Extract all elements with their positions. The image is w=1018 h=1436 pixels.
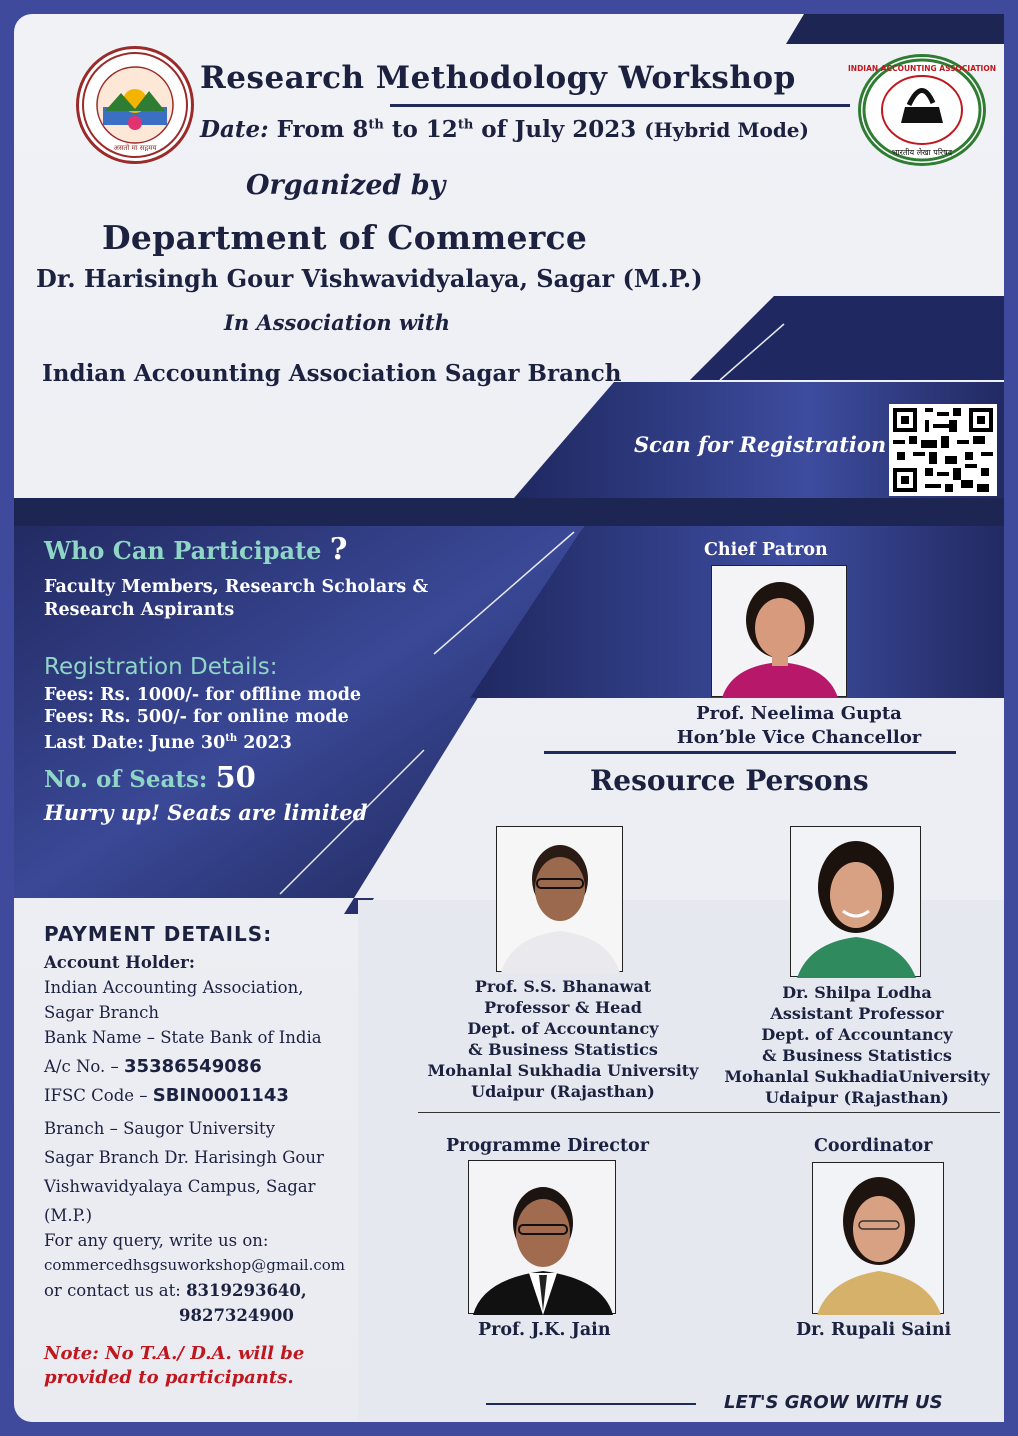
- number-of-seats: No. of Seats: 50: [44, 760, 256, 794]
- account-holder: Indian Accounting Association,: [44, 978, 304, 997]
- fee-offline: Fees: Rs. 1000/- for offline mode: [44, 685, 362, 705]
- resource-person-1-line: & Business Statistics: [468, 1040, 658, 1059]
- payment-details: [44, 950, 364, 1328]
- branch: (M.P.): [44, 1206, 93, 1225]
- workshop-poster: [14, 14, 1004, 1422]
- svg-text:असतो मा सद्गमय: असतो मा सद्गमय: [113, 144, 157, 152]
- resource-person-2-photo: [790, 826, 921, 977]
- iaa-logo: [847, 54, 997, 166]
- programme-director-photo: [468, 1160, 616, 1314]
- resource-person-2-name: Dr. Shilpa Lodha: [782, 983, 932, 1002]
- scan-for-registration: Scan for Registration: [634, 432, 887, 457]
- resource-person-2-line: Mohanlal SukhadiaUniversity: [724, 1067, 990, 1086]
- resource-person-1-line: Dept. of Accountancy: [467, 1019, 659, 1038]
- registration-fees: [44, 684, 361, 754]
- programme-director-name: Prof. J.K. Jain: [478, 1320, 611, 1340]
- association-name: Indian Accounting Association Sagar Branch: [42, 360, 622, 387]
- ifsc-code: IFSC Code – SBIN0001143: [44, 1085, 289, 1106]
- hurry-text: Hurry up! Seats are limited: [44, 800, 368, 825]
- resource-person-1-line: Mohanlal Sukhadia University: [427, 1061, 699, 1080]
- chief-patron-label: Chief Patron: [704, 540, 828, 560]
- resource-person-2-details: [720, 982, 994, 1108]
- chief-patron-photo: [711, 565, 847, 697]
- university-name: Dr. Harisingh Gour Vishwavidyalaya, Sagar (M.P.): [36, 264, 703, 293]
- registration-heading: Registration Details:: [44, 654, 278, 680]
- svg-text:INDIAN ACCOUNTING ASSOCIATION: INDIAN ACCOUNTING ASSOCIATION: [847, 64, 997, 73]
- title-underline: [390, 104, 850, 107]
- registration-qr-code[interactable]: [889, 404, 997, 496]
- divider: [544, 751, 956, 754]
- footer-slogan: LET'S GROW WITH US: [724, 1392, 943, 1413]
- account-holder-label: Account Holder:: [44, 953, 195, 972]
- resource-person-2-line: Assistant Professor: [770, 1004, 944, 1023]
- resource-persons-heading: Resource Persons: [590, 764, 869, 797]
- workshop-title: Research Methodology Workshop: [200, 60, 796, 96]
- resource-person-2-line: Dept. of Accountancy: [761, 1025, 953, 1044]
- account-number: A/c No. – 35386549086: [44, 1056, 262, 1077]
- contact-phone: or contact us at: 8319293640,: [44, 1281, 307, 1300]
- association-label: In Association with: [224, 310, 451, 335]
- footer-rule: [486, 1403, 696, 1405]
- ta-da-note: Note: No T.A./ D.A. will be provided to participants.: [44, 1343, 305, 1388]
- chief-patron-title: Hon’ble Vice Chancellor: [676, 727, 922, 748]
- branch: Branch – Saugor University: [44, 1119, 275, 1138]
- chief-patron-details: [634, 702, 964, 750]
- resource-person-1-photo: [496, 826, 623, 972]
- resource-person-1-line: Udaipur (Rajasthan): [471, 1082, 655, 1101]
- svg-text:भारतीय लेखा परिषद: भारतीय लेखा परिषद: [891, 148, 953, 157]
- university-seal-logo: [76, 46, 194, 164]
- workshop-date: Date: From 8th to 12th of July 2023 (Hybrid Mode): [200, 116, 809, 143]
- branch: Sagar Branch Dr. Harisingh Gour: [44, 1148, 324, 1167]
- payment-details-heading: PAYMENT DETAILS:: [44, 922, 273, 946]
- resource-person-1-name: Prof. S.S. Bhanawat: [474, 977, 652, 996]
- resource-person-2-line: & Business Statistics: [762, 1046, 952, 1065]
- programme-director-label: Programme Director: [446, 1136, 649, 1156]
- section-divider: [418, 1112, 1000, 1113]
- chief-patron-name: Prof. Neelima Gupta: [696, 703, 902, 724]
- participants-text: Faculty Members, Research Scholars & Research Aspirants: [44, 577, 429, 620]
- last-date: Last Date: June 30th 2023: [44, 732, 292, 753]
- resource-person-2-line: Udaipur (Rajasthan): [765, 1088, 949, 1107]
- organized-by-label: Organized by: [246, 170, 446, 201]
- contact-phone-2: 9827324900: [179, 1306, 294, 1325]
- coordinator-photo: [812, 1162, 944, 1314]
- fee-online: Fees: Rs. 500/- for online mode: [44, 707, 349, 727]
- coordinator-label: Coordinator: [814, 1136, 933, 1156]
- branch: Vishwavidyalaya Campus, Sagar: [44, 1177, 316, 1196]
- who-can-participate-heading: Who Can Participate ?: [44, 532, 348, 567]
- department-name: Department of Commerce: [102, 218, 588, 257]
- resource-person-1-details: [418, 976, 708, 1102]
- bank-name: Bank Name – State Bank of India: [44, 1028, 322, 1047]
- coordinator-name: Dr. Rupali Saini: [796, 1320, 952, 1340]
- query-text: For any query, write us on:: [44, 1231, 269, 1250]
- resource-person-1-line: Professor & Head: [484, 998, 642, 1017]
- account-holder: Sagar Branch: [44, 1003, 160, 1022]
- contact-email[interactable]: commercedhsgsuworkshop@gmail.com: [44, 1256, 346, 1274]
